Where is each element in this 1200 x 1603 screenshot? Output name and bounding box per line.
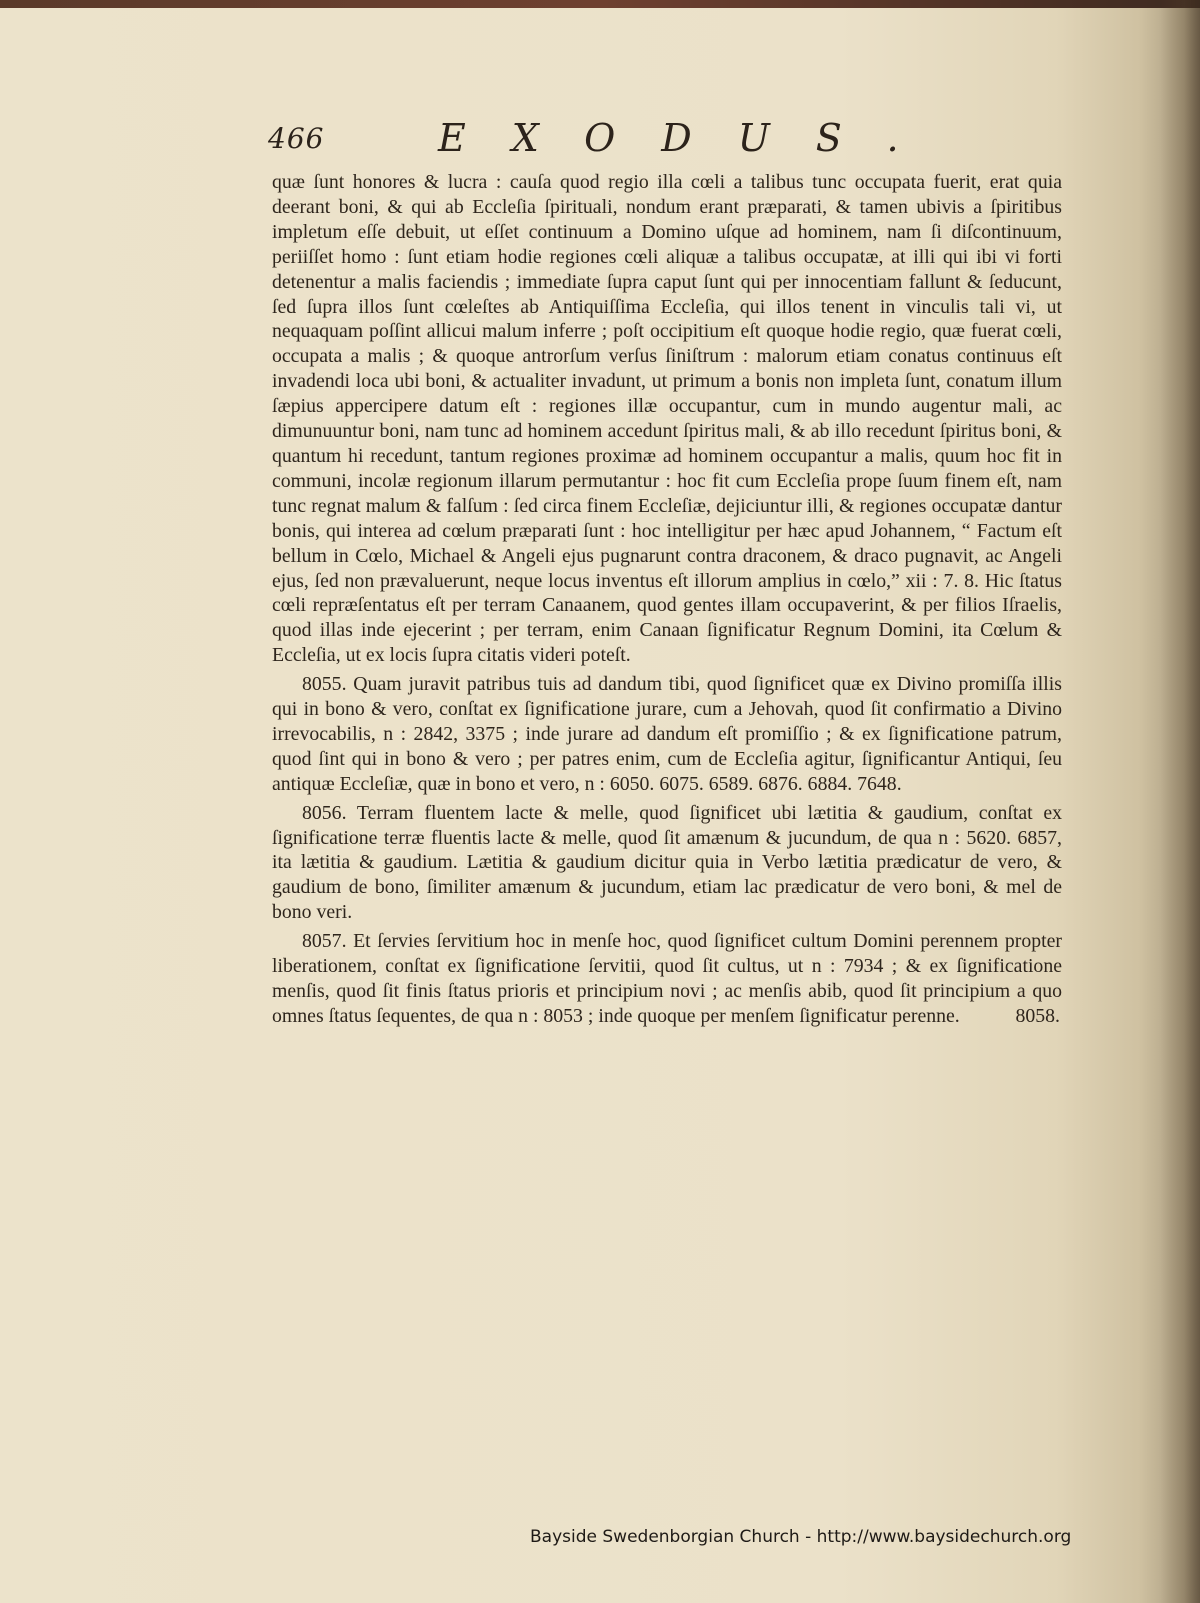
paragraph-continuation: quæ ſunt honores & lucra : cauſa quod regio illa cœli a talibus tunc occupata fuerit, erat quia deerant boni, & qui ab Eccleſia ſpirituali, nondum erant præparati, & tamen ubivis a ſpiritibus impletum eſſe debuit, ut eſſet continuum a Domino uſque ad hominem, nam ſi diſcontinuum, periiſſet homo : ſunt etiam hodie regiones cœli aliquæ a talibus occupatæ, at illi qui ibi vi forti detenentur a malis faciendis ; immediate ſupra caput ſunt qui per innocentiam fallunt & ſeducunt, ſed ſupra illos ſunt cœleſtes ab Antiquiſſima Eccleſia, qui illos tenent in vinculis tali vi, ut nequaquam poſſint allicui malum inferre ; poſt occipitium eſt quoque hodie regio, quæ fuerat cœli, occupata a malis ; & quoque antrorſum verſus ſiniſtrum : malorum etiam conatus continuus eſt invadendi loca ubi boni, & actualiter invadunt, ut primum a bonis non impleta ſunt, conatum illum ſæpius appercipere datum eſt : regiones illæ occupantur, cum in mundo augentur mali, ac dimunuuntur boni, nam tunc ad hominem accedunt ſpiritus mali, & ab illo recedunt ſpiritus boni, & quantum hi recedunt, tantum regiones proximæ ad hominem occupantur a malis, quum hoc fit in communi, incolæ regionum illarum permutantur : hoc fit cum Eccleſia prope ſuum finem eſt, nam tunc regnat malum & falſum : ſed circa finem Eccleſiæ, dejiciuntur illi, & regiones occupatæ dantur bonis, qui interea ad cœlum præparati ſunt : hoc intelligitur per hæc apud Johannem, “ Factum eſt bellum in Cœlo, Michael & Angeli ejus pugnarunt contra draconem, & draco pugnavit, ac Angeli ejus, ſed non prævaluerunt, neque locus inventus eſt illorum amplius in cœlo,” xii : 7. 8. Hic ſtatus cœli repræſentatus eſt per terram Canaanem, quod gentes illam occupaverint, & per filios Iſraelis, quod illas inde ejecerint ; per terram, enim Canaan ſignificatur Regnum Domini, ita Cœlum & Eccleſia, ut ex locis ſupra citatis videri poteſt. [272, 171, 1062, 667]
running-title: EXODUS. [438, 116, 945, 160]
paragraph-8055: 8055. Quam juravit patribus tuis ad dandum tibi, quod ſignificet quæ ex Divino promiſſa illis qui in bono & vero, conſtat ex ſignificatione jurare, cum a Jehovah, quod ſit confirmatio a Divino irrevocabilis, n : 2842, 3375 ; inde jurare ad dandum eſt promiſſio ; & ex ſignificatione patrum, quod ſint qui in bono & vero ; per patres enim, cum de Eccleſia agitur, ſignificantur Antiqui, ſeu antiquæ Eccleſiæ, quæ in bono et vero, n : 6050. 6075. 6589. 6876. 6884. 7648. [272, 673, 1062, 795]
paragraph-8057: 8057. Et ſervies ſervitium hoc in menſe hoc, quod ſignificet cultum Domini perennem propter liberationem, conſtat ex ſignificatione ſervitii, quod ſit cultus, ut n : 7934 ; & ex ſignificatione menſis, quod ſit finis ſtatus prioris et principium novi ; ac menſis abib, quod ſit principium a quo omnes ſtatus ſequentes, de qua n : 8053 ; inde quoque per menſem ſignificatur perenne. [272, 930, 1062, 1027]
page-header [268, 112, 1068, 168]
catchword: 8058. [1015, 1004, 1060, 1027]
page-gutter-shadow [1160, 0, 1200, 1603]
paragraph-8056: 8056. Terram fluentem lacte & melle, quod ſignificet ubi lætitia & gaudium, conſtat ex ſignificatione terræ fluentis lacte & melle, quod ſit amænum & jucundum, de qua n : 5620. 6857, ita lætitia & gaudium. Lætitia & gaudium dicitur quia in Verbo lætitia prædicatur de vero, & gaudium de bono, ſimiliter amænum & jucundum, etiam lac prædicatur de vero boni, & mel de bono veri. [272, 801, 1062, 924]
footer-credit: Bayside Swedenborgian Church - http://www.baysidechurch.org [530, 1527, 1072, 1547]
book-top-edge [0, 0, 1200, 8]
body-text [272, 170, 1062, 1029]
page-number: 466 [268, 122, 325, 155]
